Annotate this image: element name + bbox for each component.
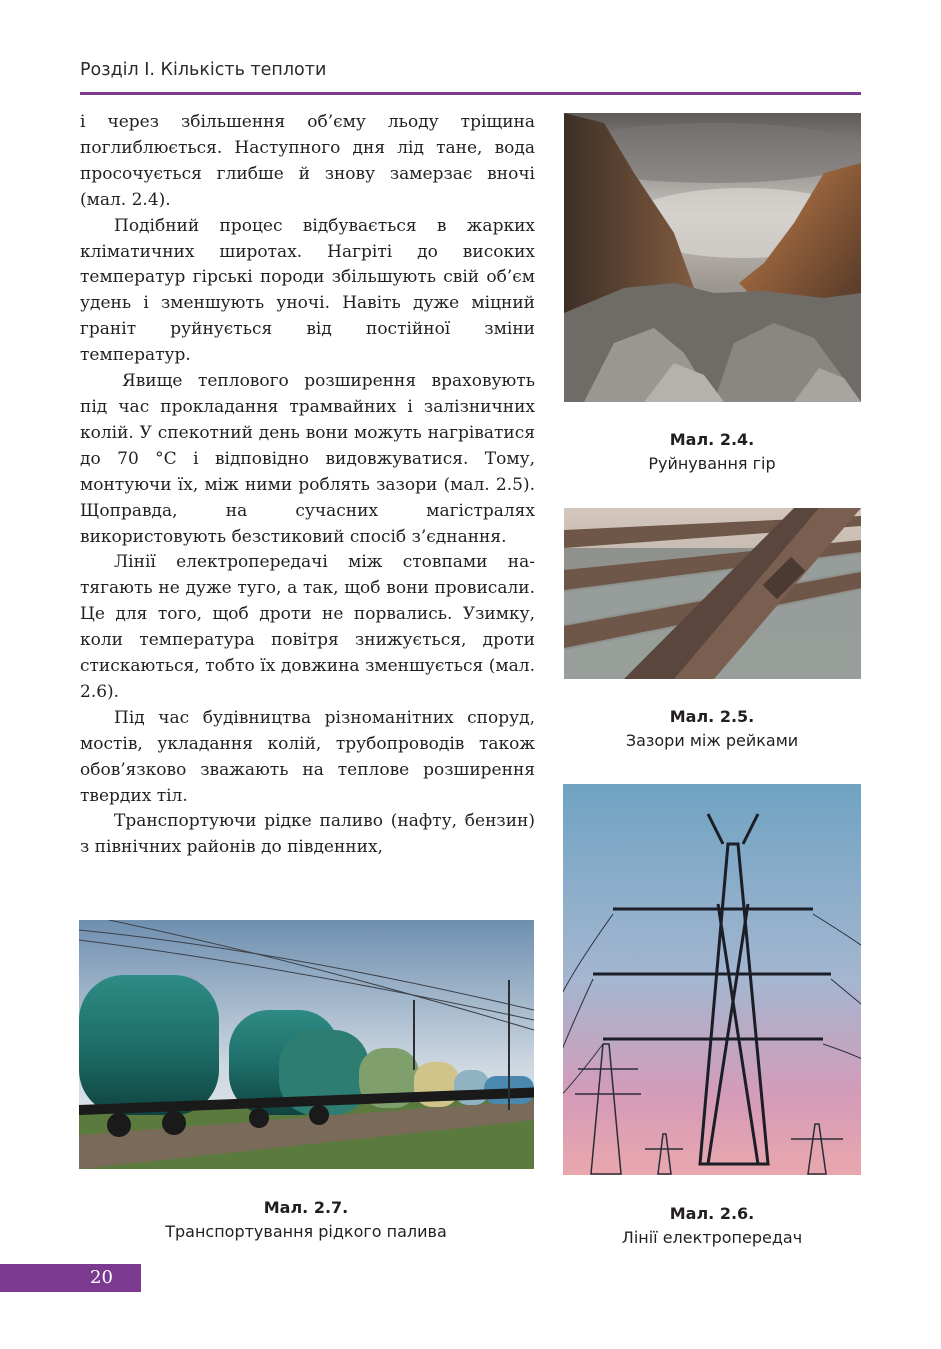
mountains-photo	[564, 113, 861, 402]
page-number-tab	[0, 1264, 141, 1292]
figure-caption-2-4	[612, 428, 812, 476]
figure-caption-2-6	[592, 1202, 832, 1250]
figure-number: Мал. 2.4.	[669, 430, 755, 449]
page-number: 20	[90, 1267, 113, 1288]
rails-photo	[564, 508, 861, 679]
paragraph: і через збільшення об’єму льоду тріщина поглиблюється. Наступного дня лід тане, вода просочується глибше й знову замерзає вночі (мал. 2.4).	[80, 112, 535, 210]
figure-caption-text: Транспортування рідкого палива	[165, 1222, 447, 1241]
figure-number: Мал. 2.5.	[669, 707, 755, 726]
figure-caption-text: Зазори між рейками	[625, 731, 799, 750]
paragraph: Лінії електропередачі між стовпами натягають не дуже туго, а так, щоб вони провисали. Це для того, щоб дроти не порвались. Узимку, коли температура повітря знижується, дроти стискаються, тобто їх довжина зменшується (мал. 2.6).	[80, 552, 535, 702]
power-lines-photo	[563, 784, 861, 1175]
figure-caption-2-7	[130, 1196, 482, 1244]
paragraph: Транспортуючи рідке паливо (нафту, бензин) з північних районів до південних,	[80, 811, 535, 858]
tank-train-photo	[79, 920, 534, 1169]
running-head: Розділ І. Кількість теплоти	[80, 60, 327, 80]
figure-caption-2-5	[592, 705, 832, 753]
figure-number: Мал. 2.6.	[669, 1204, 755, 1223]
paragraph: Явище теплового розширення враховують під час прокладання трамвайних і залізничних колій. У спекотний день вони можуть нагріватися до 70 °С і відповідно видовжуватися. Тому, монтуючи їх, між ними роблять зазори (мал. 2.5). Щоправда, на сучасних магістралях використовують безстиковий спосіб з’єднання.	[80, 371, 535, 547]
body-text	[80, 110, 535, 861]
paragraph: Під час будівництва різноманітних споруд, мостів, укладання колій, трубопроводів також обов’язково зважають на теплове розширення твердих тіл.	[80, 707, 535, 806]
header-rule	[80, 92, 861, 95]
figure-caption-text: Лінії електропередач	[621, 1228, 803, 1247]
figure-caption-text: Руйнування гір	[648, 454, 776, 473]
paragraph: Подібний процес відбувається в жарких кліматичних широтах. Нагріті до високих температур гірські породи збільшують свій об’єм удень і зменшують уночі. Навіть дуже міцний граніт руйнується від постійної зміни температур.	[80, 215, 535, 366]
figure-number: Мал. 2.7.	[263, 1198, 349, 1217]
